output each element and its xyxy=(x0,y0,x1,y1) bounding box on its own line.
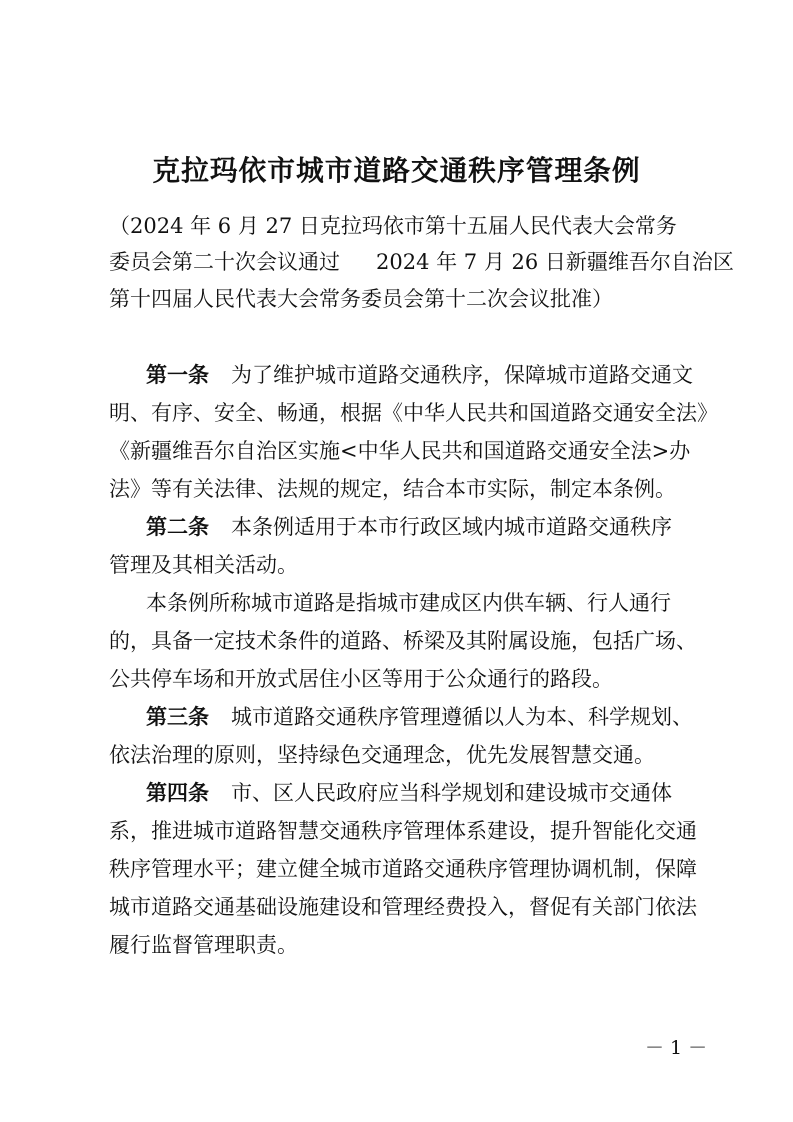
article-4-line-3: 秩序管理水平；建立健全城市道路交通秩序管理协调机制，保障 xyxy=(109,857,697,881)
article-1-line-4: 法》等有关法律、法规的规定，结合本市实际，制定本条例。 xyxy=(109,477,676,501)
document-title: 克拉玛依市城市道路交通秩序管理条例 xyxy=(152,154,641,187)
article-3-text-1: 城市道路交通秩序管理遵循以人为本、科学规划、 xyxy=(231,705,693,729)
article-2-text-1: 本条例适用于本市行政区域内城市道路交通秩序 xyxy=(231,515,672,539)
subtitle-line-2 xyxy=(109,247,734,277)
article-4-line-4: 城市道路交通基础设施建设和管理经费投入，督促有关部门依法 xyxy=(109,895,697,919)
subtitle-line-1: （2024 年 6 月 27 日克拉玛依市第十五届人民代表大会常务 xyxy=(109,214,677,238)
article-2-heading: 第二条 xyxy=(146,515,209,539)
article-4-text-1: 市、区人民政府应当科学规划和建设城市交通体 xyxy=(231,781,672,805)
article-1-line-3: 《新疆维吾尔自治区实施<中华人民共和国道路交通安全法>办 xyxy=(109,439,691,463)
article-2-para2-line-2: 的，具备一定技术条件的道路、桥梁及其附属设施，包括广场、 xyxy=(109,629,697,653)
subtitle-line-2-part-2: 2024 年 7 月 26 日新疆维吾尔自治区 xyxy=(376,250,734,274)
article-1-line-2: 明、有序、安全、畅通，根据《中华人民共和国道路交通安全法》 xyxy=(109,401,718,425)
article-1-heading: 第一条 xyxy=(146,363,209,387)
article-2-line-1 xyxy=(146,512,672,542)
article-4-line-2: 系，推进城市道路智慧交通秩序管理体系建设，提升智能化交通 xyxy=(109,819,697,843)
subtitle-line-2-part-1: 委员会第二十次会议通过 xyxy=(109,250,340,274)
page-number: － 1 － xyxy=(645,1037,708,1059)
article-2-para2-line-1: 本条例所称城市道路是指城市建成区内供车辆、行人通行 xyxy=(146,591,671,615)
article-3-heading: 第三条 xyxy=(146,705,209,729)
article-1-line-1 xyxy=(146,360,693,390)
article-2-line-2: 管理及其相关活动。 xyxy=(109,553,298,577)
article-4-line-1 xyxy=(146,778,672,808)
article-4-heading: 第四条 xyxy=(146,781,209,805)
article-4-line-5: 履行监督管理职责。 xyxy=(109,933,298,957)
article-3-line-1 xyxy=(146,702,693,732)
article-1-text-1: 为了维护城市道路交通秩序，保障城市道路交通文 xyxy=(231,363,693,387)
subtitle-line-3: 第十四届人民代表大会常务委员会第十二次会议批准） xyxy=(109,287,613,311)
article-3-line-2: 依法治理的原则，坚持绿色交通理念，优先发展智慧交通。 xyxy=(109,743,655,767)
article-2-para2-line-3: 公共停车场和开放式居住小区等用于公众通行的路段。 xyxy=(109,667,613,691)
